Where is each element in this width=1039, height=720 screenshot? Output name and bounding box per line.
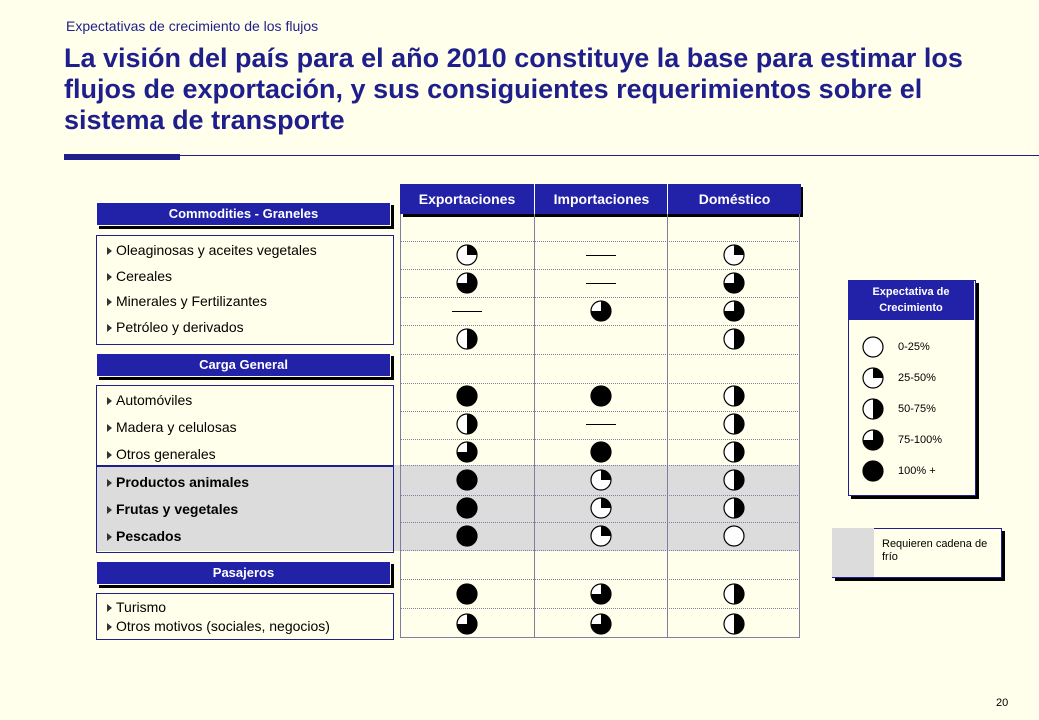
growth-cell [667,412,801,436]
grid-row-line [400,269,800,270]
harvey-ball-icon [456,441,478,463]
commodities-list [96,235,394,345]
legend-entry [862,460,936,482]
growth-cell [534,440,668,464]
harvey-ball-icon [723,328,745,350]
list-item: Cereales [107,268,172,284]
harvey-ball-icon [723,469,745,491]
growth-cell [534,524,668,548]
harvey-ball-icon [590,497,612,519]
legend-entry [862,336,930,358]
harvey-ball-icon [723,300,745,322]
harvey-ball-icon [862,429,884,451]
growth-cell [534,327,668,351]
growth-cell [400,582,534,606]
grid-row-line [400,325,800,326]
harvey-ball-icon [723,583,745,605]
harvey-ball-icon [723,497,745,519]
harvey-ball-icon [456,244,478,266]
harvey-ball-icon [456,525,478,547]
harvey-ball-icon [862,367,884,389]
list-item: Petróleo y derivados [107,319,244,335]
legend-entry [862,429,942,451]
growth-cell [400,243,534,267]
harvey-ball-icon [723,413,745,435]
bullet-arrow-icon [107,397,112,405]
no-data-dash [586,255,616,256]
harvey-ball-icon [590,441,612,463]
growth-cell [534,412,668,436]
harvey-ball-icon [456,613,478,635]
column-header-exportaciones: Exportaciones [400,184,534,214]
list-item: Otros generales [107,446,216,462]
growth-cell [400,412,534,436]
list-item: Madera y celulosas [107,419,237,435]
column-header-domestico: Doméstico [667,184,801,214]
harvey-ball-icon [723,525,745,547]
growth-cell [667,243,801,267]
grid-row-line [400,297,800,298]
growth-cell [400,468,534,492]
harvey-ball-icon [590,525,612,547]
growth-cell [667,612,801,636]
harvey-ball-icon [456,413,478,435]
grid-row-line [400,354,800,355]
growth-cell [534,582,668,606]
harvey-ball-icon [590,469,612,491]
bullet-arrow-icon [107,506,112,514]
growth-cell [534,243,668,267]
commodities-header: Commodities - Graneles [96,202,391,226]
title-rule-accent [64,154,180,160]
harvey-ball-icon [590,613,612,635]
growth-cell [667,468,801,492]
harvey-ball-icon [456,583,478,605]
growth-cell [534,468,668,492]
bullet-arrow-icon [107,533,112,541]
harvey-ball-icon [590,385,612,407]
harvey-ball-icon [723,385,745,407]
harvey-ball-icon [456,272,478,294]
grid-row-line [400,579,800,580]
growth-cell [400,271,534,295]
legend-entry [862,398,936,420]
growth-cell [667,384,801,408]
harvey-ball-icon [723,244,745,266]
growth-cell [534,271,668,295]
carga-general-header: Carga General [96,353,391,377]
list-item: Productos animales [107,474,249,490]
bullet-arrow-icon [107,424,112,432]
grid-row-line [400,465,800,466]
growth-cell [534,496,668,520]
bullet-arrow-icon [107,298,112,306]
title-rule [64,155,1039,156]
legend-label: 75-100% [898,434,943,446]
list-item: Otros motivos (sociales, negocios) [107,618,330,634]
grid-bottom-line [400,637,800,638]
list-item: Frutas y vegetales [107,501,238,517]
bullet-arrow-icon [107,479,112,487]
growth-cell [667,582,801,606]
growth-cell [534,384,668,408]
legend-label: 25-50% [898,372,936,384]
grid-row-line [400,608,800,609]
legend-entry [862,367,936,389]
growth-cell [400,299,534,323]
harvey-ball-icon [723,272,745,294]
growth-cell [400,327,534,351]
growth-cell [400,384,534,408]
growth-cell [667,440,801,464]
column-header-bar [400,184,800,214]
legend-label: 50-75% [898,403,936,415]
harvey-ball-icon [456,469,478,491]
no-data-dash [586,424,616,425]
column-header-importaciones: Importaciones [534,184,668,214]
growth-cell [667,327,801,351]
bullet-arrow-icon [107,247,112,255]
grid-row-line [400,241,800,242]
list-item: Automóviles [107,392,192,408]
legend-title: Expectativa de Crecimiento [848,280,974,320]
bullet-arrow-icon [107,604,112,612]
list-item: Turismo [107,599,166,615]
legend-label: 0-25% [898,341,930,353]
no-data-dash [586,283,616,284]
legend-label: 100% + [898,465,936,477]
harvey-ball-icon [723,613,745,635]
bullet-arrow-icon [107,273,112,281]
growth-cell [534,612,668,636]
bullet-arrow-icon [107,623,112,631]
growth-cell [400,440,534,464]
cold-chain-swatch [832,528,874,577]
growth-cell [667,299,801,323]
growth-cell [667,496,801,520]
growth-cell [534,299,668,323]
harvey-ball-icon [862,460,884,482]
growth-cell [667,524,801,548]
grid-row-line [400,522,800,523]
harvey-ball-icon [456,328,478,350]
pasajeros-list [96,593,394,640]
grid-row-line [400,550,800,551]
carga-general-list [96,385,394,467]
slide-title: La visión del país para el año 2010 constituye la base para estimar los flujos de exportación, y sus consiguientes requerimientos sobre el sistema de transporte [64,43,963,135]
list-item: Oleaginosas y aceites vegetales [107,242,317,258]
harvey-ball-icon [862,398,884,420]
cold-chain-list [96,465,394,553]
growth-cell [400,612,534,636]
pasajeros-header: Pasajeros [96,561,391,585]
page-number: 20 [996,697,1009,709]
harvey-ball-icon [590,583,612,605]
bullet-arrow-icon [107,324,112,332]
growth-cell [667,271,801,295]
growth-cell [400,496,534,520]
bullet-arrow-icon [107,451,112,459]
harvey-ball-icon [723,441,745,463]
list-item: Pescados [107,528,181,544]
harvey-ball-icon [590,300,612,322]
growth-cell [400,524,534,548]
harvey-ball-icon [456,385,478,407]
no-data-dash [452,311,482,312]
cold-chain-label: Requieren cadena de frío [882,538,988,563]
slide-subtitle: Expectativas de crecimiento de los flujos [66,18,319,34]
harvey-ball-icon [456,497,478,519]
harvey-ball-icon [862,336,884,358]
list-item: Minerales y Fertilizantes [107,293,267,309]
